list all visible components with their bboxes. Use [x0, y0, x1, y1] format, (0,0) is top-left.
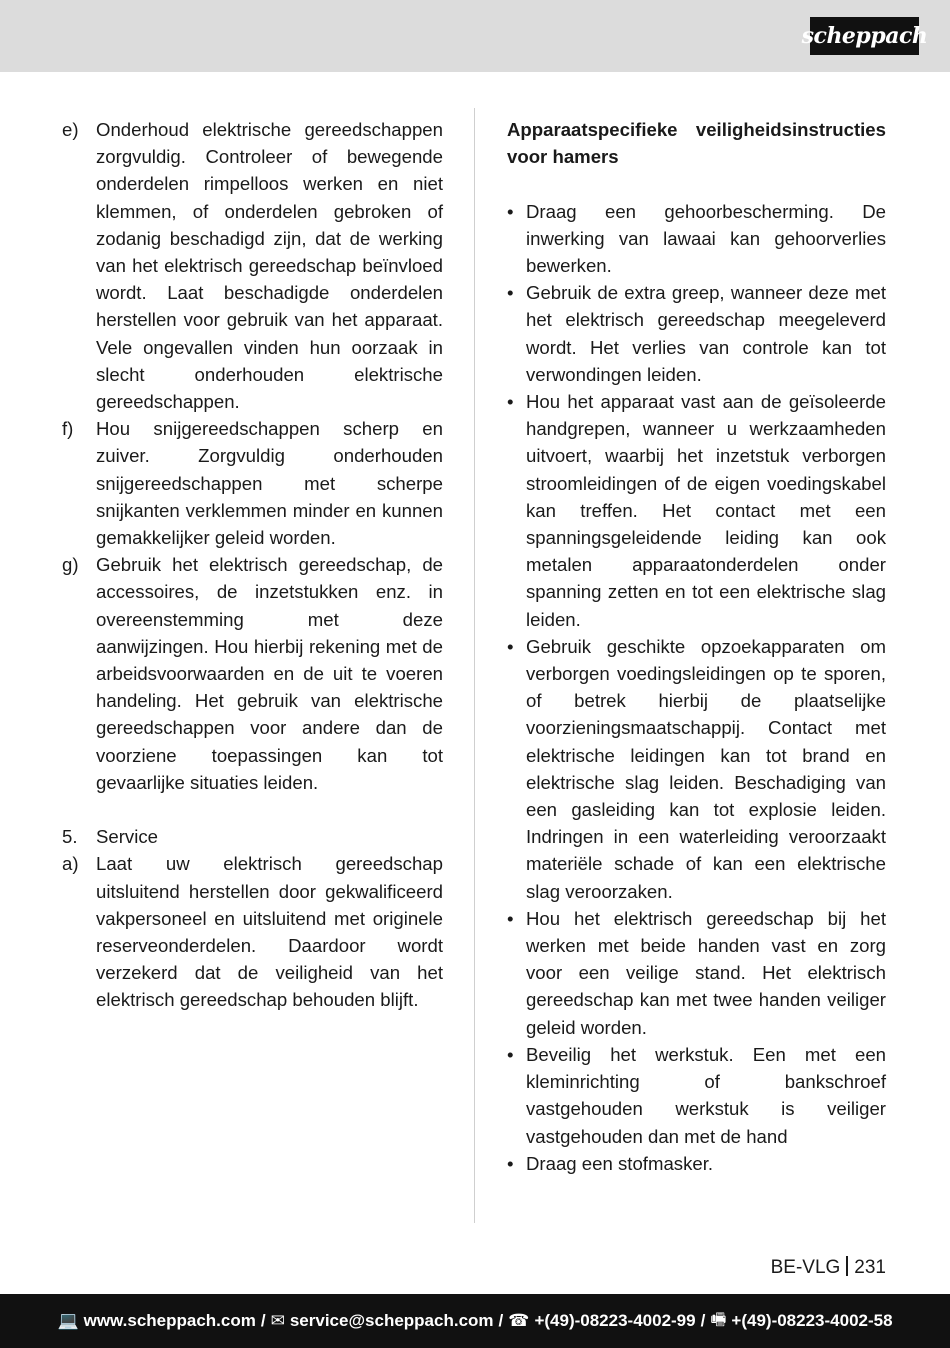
scheppach-logo: scheppach [810, 17, 919, 55]
item-text: Laat uw elektrisch gereedschap uitsluitend herstellen door gekwalificeerd vakpersoneel en uitsluitend met originele reserveonderdelen. Daardoor wordt verzekerd dat de veiligheid van het elektrisch gereedschap behouden blijft. [96, 853, 443, 1011]
section-heading [62, 823, 443, 850]
bullet-marker: • [507, 907, 514, 929]
bullet-item [507, 198, 886, 280]
bullet-text: Draag een stofmasker. [526, 1152, 714, 1174]
bullet-marker: • [507, 282, 514, 304]
bullet-item [507, 1041, 886, 1150]
list-item [62, 116, 443, 415]
website-link[interactable]: www.scheppach.com [83, 1311, 256, 1330]
bullet-marker: • [507, 391, 514, 413]
page-number-label [700, 1256, 886, 1279]
bullet-marker: • [507, 1152, 514, 1174]
bullet-text: Hou het apparaat vast aan de geïsoleerde handgrepen, wanneer u werkzaamheden uitvoert, waarbij het inzetstuk verborgen stroomleidingen of de eigen voedingskabel kan treffen. Het contact met een spanningsgeleidende leiding kan ook metalen apparaatonderdelen onder spanning zetten en tot een elektrische slag leiden. [526, 391, 886, 630]
bullet-marker: • [507, 200, 514, 222]
fax-number: +(49)-08223-4002-58 [731, 1311, 893, 1330]
mail-icon: ✉ [270, 1311, 285, 1330]
column-divider [474, 108, 475, 1223]
section-title: Service [96, 826, 159, 848]
item-text: Gebruik het elektrisch gereedschap, de accessoires, de inzetstukken enz. in overeenstemming met deze aanwijzingen. Hou hierbij rekening met de arbeidsvoorwaarden en de uit te voeren handeling. Het gebruik van elektrische gereedschappen voor andere dan de voorziene toepassingen kan tot gevaarlijke situaties leiden. [96, 554, 443, 793]
bullet-item [507, 279, 886, 388]
footer-separator: / [260, 1311, 266, 1330]
page-number: 231 [854, 1257, 886, 1278]
locale-code: BE-VLG [770, 1257, 841, 1278]
footer-separator: / [498, 1311, 504, 1330]
phone-icon: ☎ [508, 1311, 530, 1330]
item-text: Hou snijgereedschappen scherp en zuiver. Zorgvuldig onderhouden snijgereedschappen met scherpe snijkanten verklemmen minder en kunnen gemakkelijker geleid worden. [96, 418, 443, 549]
item-marker: e) [62, 119, 79, 140]
bullet-text: Gebruik geschikte opzoekapparaten om verborgen voedingsleidingen op te sporen, of betrek hierbij de plaatselijke voorzieningsmaatschappij. Contact met elektrische leidingen kan tot brand en elektrische slag leiden. Beschadiging van een gasleiding kan tot explosie leiden. Indringen in een waterleiding veroorzaakt materiële schade of kan een elektrische slag veroorzaken. [526, 635, 886, 902]
left-column [62, 116, 443, 1014]
bullet-text: Draag een gehoorbescherming. De inwerking van lawaai kan gehoorverlies bewerken. [526, 200, 886, 276]
item-text: Onderhoud elektrische gereedschappen zorgvuldig. Controleer of bewegende onderdelen rimpelloos werken en niet klemmen, of onderdelen gebroken of zodanig beschadigd zijn, dat de werking van het elektrisch gereedschap beïnvloed wordt. Laat beschadigde onderdelen herstellen voor gebruik van het apparaat. Vele ongevallen vinden hun oorzaak in slecht onderhouden elektrische gereedschappen. [96, 119, 443, 413]
spacer [507, 170, 886, 197]
right-column [507, 116, 886, 1177]
bullet-marker: • [507, 635, 514, 657]
list-item [62, 551, 443, 796]
bullet-item [507, 1150, 886, 1177]
email-link[interactable]: service@scheppach.com [289, 1311, 494, 1330]
bullet-text: Beveilig het werkstuk. Een met een kleminrichting of bankschroef vastgehouden werkstuk is veiliger vastgehouden dan met de hand [526, 1043, 886, 1147]
bullet-text: Hou het elektrisch gereedschap bij het werken met beide handen vast en zorg voor een veilige stand. Het elektrisch gereedschap kan met twee handen veiliger geleid worden. [526, 907, 886, 1038]
item-marker: a) [62, 853, 79, 875]
bullet-item [507, 905, 886, 1041]
computer-icon: 💻 [57, 1311, 79, 1330]
page-separator [846, 1256, 848, 1276]
list-item [62, 415, 443, 551]
item-marker: f) [62, 418, 74, 440]
list-item [62, 850, 443, 1013]
bullet-text: Gebruik de extra greep, wanneer deze met het elektrisch gereedschap meegeleverd wordt. Het verlies van controle kan tot verwondingen leiden. [526, 282, 886, 385]
contact-footer [0, 1294, 950, 1348]
bullet-item [507, 388, 886, 633]
bullet-item [507, 633, 886, 905]
item-marker: g) [62, 554, 79, 576]
spacer [62, 796, 443, 823]
phone-number[interactable]: +(49)-08223-4002-99 [534, 1311, 696, 1330]
fax-icon: 🖷 [710, 1309, 727, 1329]
footer-separator: / [700, 1311, 706, 1330]
section-heading: Apparaatspecifieke veiligheidsinstructies voor hamers [507, 119, 886, 168]
header-band [0, 0, 950, 72]
bullet-marker: • [507, 1043, 514, 1065]
section-number: 5. [62, 826, 78, 848]
